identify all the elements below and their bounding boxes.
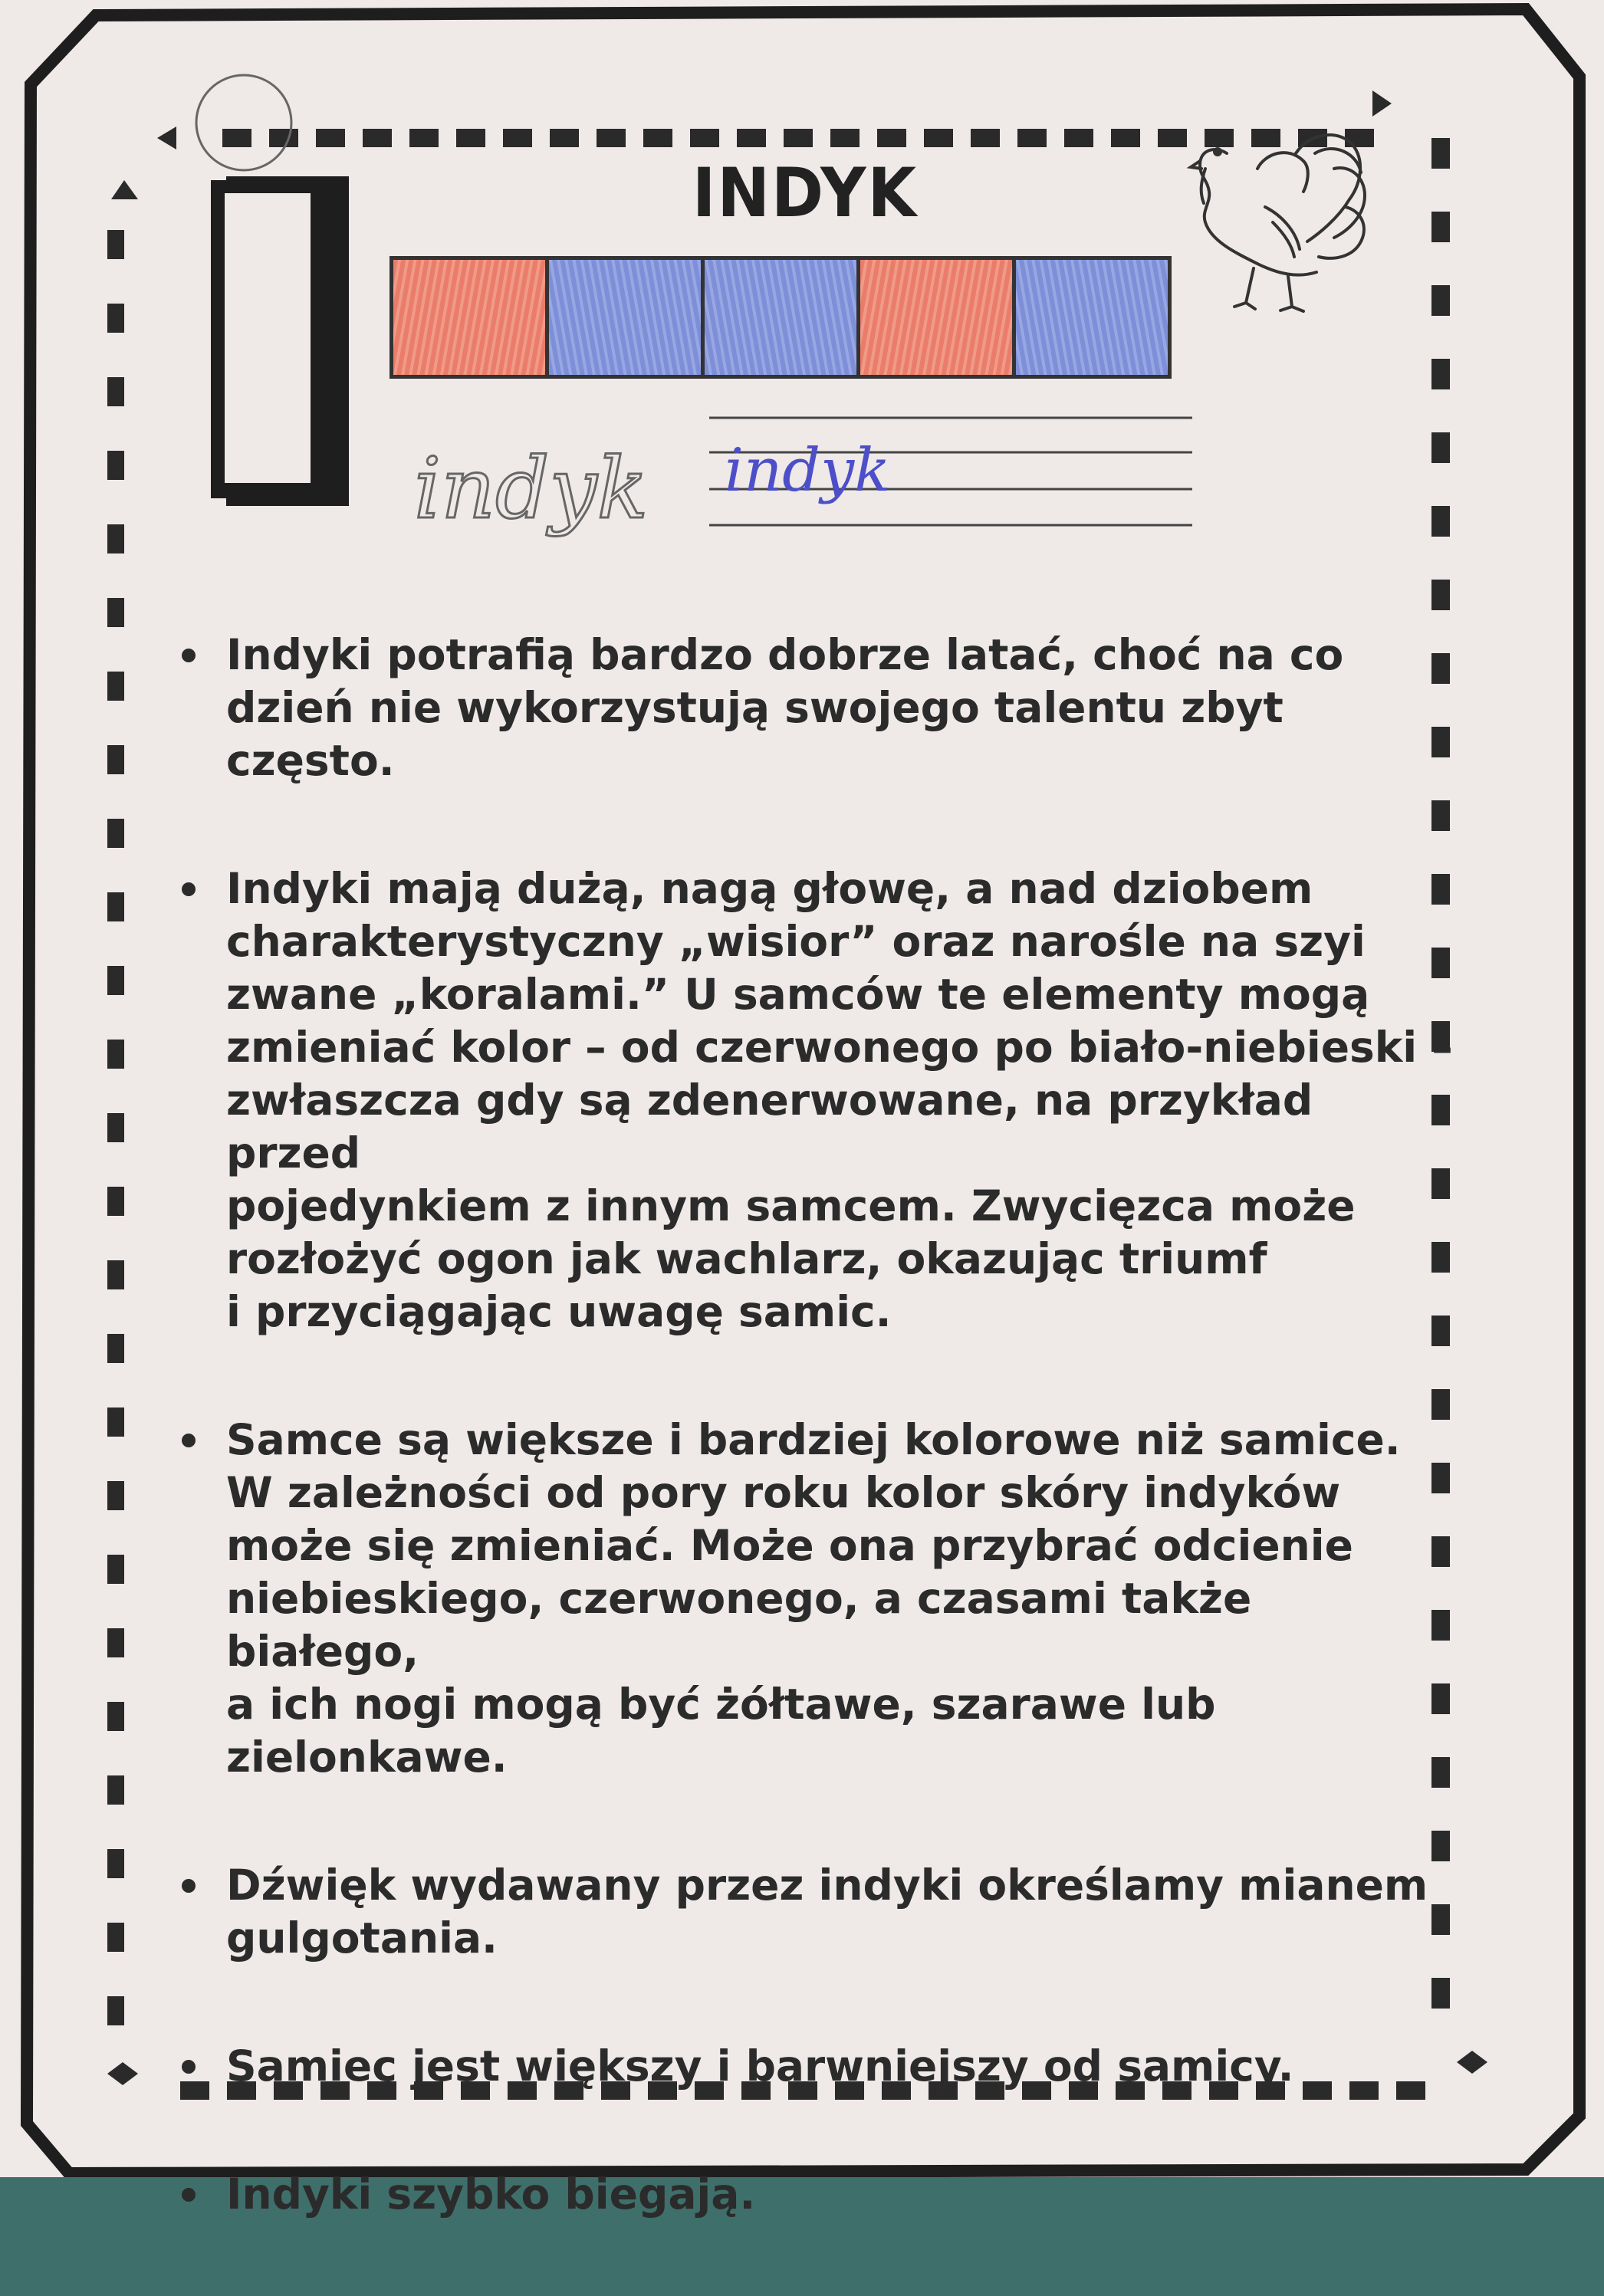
border-dash — [107, 966, 124, 995]
fact-text: Samiec jest większy i barwniejszy od samicy. — [226, 2041, 1294, 2091]
border-dash — [643, 129, 672, 147]
big-letter-i-icon — [196, 176, 349, 506]
fact-text: Indyki szybko biegają. — [226, 2170, 756, 2219]
border-dash — [409, 129, 439, 147]
border-dash — [269, 129, 298, 147]
border-dash — [107, 1481, 124, 1510]
fact-text: Samce są większe i bardziej kolorowe niż samice. W zależności od pory roku kolor skóry indyków może się zmieniać. Może ona przybrać odcienie niebieskiego, czerwonego, a czasami także białego, a ich nogi mogą być żółtawe, szarawe lub zielonkawe. — [226, 1415, 1401, 1782]
border-dash — [737, 129, 766, 147]
border-dash — [550, 129, 579, 147]
border-dash — [924, 129, 953, 147]
border-dash — [107, 1113, 124, 1142]
fact-text: Indyki potrafią bardzo dobrze latać, choć na co dzień nie wykorzystują swojego talentu zbyt często. — [226, 630, 1344, 785]
border-dash — [1431, 285, 1450, 316]
border-dash — [971, 129, 1000, 147]
border-dash — [107, 451, 124, 480]
border-dash — [316, 129, 345, 147]
list-item — [165, 862, 1453, 1339]
border-dash — [107, 1775, 124, 1805]
letter-color-scheme — [389, 256, 1172, 379]
consonant-cell — [705, 260, 860, 375]
border-dash — [107, 1187, 124, 1216]
border-dash — [107, 1996, 124, 2025]
border-dash — [1111, 129, 1140, 147]
border-dash — [503, 129, 532, 147]
border-dash — [107, 598, 124, 627]
vowel-cell — [393, 260, 549, 375]
border-dash — [1017, 129, 1047, 147]
svg-text:indyk: indyk — [414, 439, 649, 537]
border-dash — [456, 129, 485, 147]
border-dash — [107, 230, 124, 259]
border-dash — [107, 819, 124, 848]
border-dash — [1431, 432, 1450, 463]
border-dash — [107, 1040, 124, 1069]
border-dash — [1064, 129, 1093, 147]
border-dash — [1431, 580, 1450, 610]
border-dash — [830, 129, 860, 147]
border-dash — [107, 1260, 124, 1289]
border-dash — [1431, 359, 1450, 389]
border-dash — [107, 672, 124, 701]
border-dash — [107, 892, 124, 921]
border-dash — [1431, 506, 1450, 537]
handwritten-word — [725, 425, 924, 525]
border-dash — [1431, 212, 1450, 242]
border-dash — [107, 304, 124, 333]
corner-arrow-icon — [157, 126, 176, 149]
border-dash — [107, 1702, 124, 1731]
border-dash — [107, 1923, 124, 1952]
model-word — [414, 437, 667, 575]
border-dash — [107, 1849, 124, 1878]
consonant-cell — [1016, 260, 1168, 375]
consonant-cell — [549, 260, 705, 375]
fact-text: Indyki mają dużą, nagą głowę, a nad dziobem charakterystyczny „wisior” oraz narośle na szyi zwane „koralami.” U samców te elementy mogą zmieniać kolor – od czerwonego po biało-niebieski – zwłaszcza gdy są zdenerwowane, na przykład przed pojedynkiem z innym samcem. Zwycięzca może rozłożyć ogon jak wachlarz, okazując triumf i przyciągając uwagę samic. — [226, 864, 1453, 1336]
border-dash — [597, 129, 626, 147]
border-dash — [1431, 138, 1450, 169]
list-item — [165, 1859, 1453, 1965]
vowel-cell — [860, 260, 1016, 375]
fact-text: Dźwięk wydawany przez indyki określamy mianem gulgotania. — [226, 1861, 1428, 1963]
list-item — [165, 1414, 1453, 1784]
border-dash — [107, 745, 124, 774]
border-dash — [107, 377, 124, 406]
list-item — [165, 2168, 1453, 2221]
list-item — [165, 629, 1453, 787]
border-dash — [877, 129, 906, 147]
border-dash — [107, 524, 124, 553]
border-dash — [784, 129, 813, 147]
page-title: INDYK — [692, 154, 919, 233]
svg-text:indyk: indyk — [725, 436, 891, 505]
border-dash — [107, 1407, 124, 1437]
border-dash — [222, 129, 251, 147]
list-item — [165, 2040, 1453, 2093]
border-dash — [107, 1628, 124, 1657]
turkey-icon — [1181, 123, 1395, 360]
border-dash — [107, 1555, 124, 1584]
border-dash — [363, 129, 392, 147]
border-dash — [690, 129, 719, 147]
border-dash — [107, 1334, 124, 1363]
facts-list — [165, 629, 1453, 2296]
